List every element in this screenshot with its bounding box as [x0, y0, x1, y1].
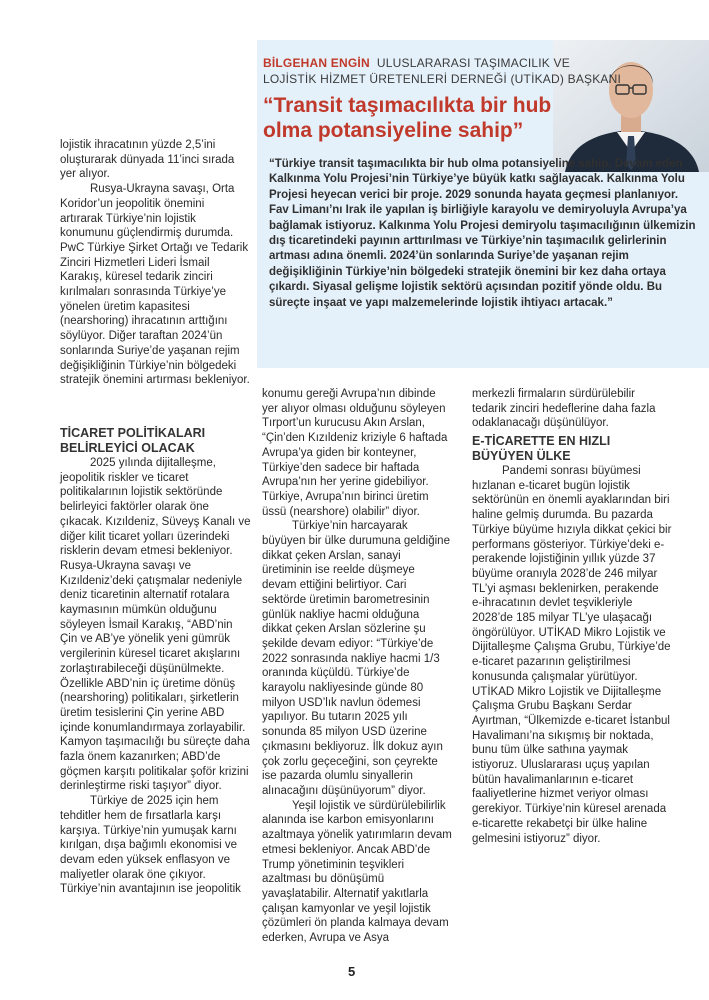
column-3-top	[472, 387, 672, 431]
column-1-bottom	[60, 426, 252, 897]
col3-paragraph-2: Pandemi sonrası büyümesi hızlanan e-ticaret bugün lojistik sektörünün en önemli ayaklarından biri haline gelmiş durumda. Bu pazarda Türkiye büyüme hızıyla dikkat çekici bir performans gösteriyor. Türkiye’deki e-perakende lojistiğinin yıllık yüzde 37 büyüme oranıyla 2028’de 246 milyar TL’yi aşması beklenirken, perakende e-ihracatının devlet teşvikleriyle 2028’de 185 milyar TL’ye ulaşacağı öngörülüyor. UTİKAD Mikro Lojistik ve Dijitalleşme Çalışma Grubu, Türkiye’de e-ticaret pazarının geliştirilmesi konusunda çalışmalar yürütüyor. UTİKAD Mikro Lojistik ve Dijitalleşme Çalışma Grubu Başkanı Serdar Ayırtman, “Ülkemizde e-ticaret İstanbul Havalimanı’na sıkışmış bir noktada, bunu tüm ülke sathına yaymak istiyoruz. Uluslararası uçuş yapılan bütün havalimanlarının e-ticaret faaliyetlerine hizmet veriyor olması gerekiyor. Türkiye’nin küresel arenada e-ticarette rekabetçi bir ülke haline gelmesini istiyoruz” diyor.	[472, 465, 672, 845]
col2-paragraph-1: konumu gereği Avrupa’nın dibinde yer alıyor olması olduğunu söyleyen Tırport’un kurucusu Akın Arslan, “Çin’den Kızıldeniz kriziyle 6 haftada Avrupa’ya giden bir konteyner, Türkiye’den sadece bir haftada Avrupa’nın her yerine gidebiliyor. Türkiye, Avrupa’nın birinci üretim üssü (nearshore) olabilir” diyor.	[262, 388, 448, 518]
column-3-bottom	[472, 434, 672, 846]
col3-paragraph-1: merkezli firmaların sürdürülebilir tedarik zinciri hedeflerine daha fazla odaklanacağı düşünülüyor.	[472, 388, 656, 430]
col1-paragraph-1: lojistik ihracatının yüzde 2,5’ini oluşturarak dünyada 11’inci sırada yer alıyor.	[60, 139, 235, 181]
col1-paragraph-3: 2025 yılında dijitalleşme, jeopolitik riskler ve ticaret politikalarının lojistik sektöründe belirleyici faktörler olarak öne çıkacak. Kızıldeniz, Süveyş Kanalı ve diğer kilit ticaret yolları üzerindeki risklerin devam etmesi bekleniyor. Rusya-Ukrayna savaşı ve Kızıldeniz’deki çatışmalar nedeniyle deniz ticaretinin alternatif rotalara kaymasının mümkün olduğunu söyleyen İsmail Karakış, “ABD’nin Çin ve AB’ye yönelik yeni gümrük vergilerinin küresel ticaret akışlarını zorlaştırabileceği düşünülmekte. Özellikle ABD’nin iç üretime dönüş (nearshoring) politikaları, şirketlerin üretim tesislerini Çin yerine ABD içinde konumlandırmaya zorlayabilir. Kamyon taşımacılığı bu süreçte daha fazla önem kazanırken; ABD’de göçmen karşıtı politikalar şoför krizini derinleştirme riski taşıyor” diyor.	[60, 457, 251, 793]
page-number: 5	[348, 964, 356, 979]
interviewee-name: BİLGEHAN ENGİN	[263, 56, 370, 70]
col1-paragraph-4: Türkiye de 2025 için hem tehditler hem de fırsatlarla karşı karşıya. Türkiye’nin yumuşak karnı kırılgan, dışa bağımlı ekonomisi ve devam eden yüksek enflasyon ve maliyetler olarak öne çıkıyor. Türkiye’nin avantajının ise jeopolitik	[60, 795, 241, 896]
col3-section-heading: E-TİCARETTE EN HIZLI BÜYÜYEN ÜLKE	[472, 434, 611, 463]
col1-section-heading: TİCARET POLİTİKALARI BELİRLEYİCİ OLACAK	[60, 426, 206, 455]
portrait-photo	[553, 40, 709, 172]
interviewee-portrait	[553, 40, 709, 172]
column-2	[262, 387, 452, 946]
interview-headline: “Transit taşımacılıkta bir hub olma potansiyeline sahip”	[263, 94, 552, 142]
interviewee-name-line	[263, 56, 570, 71]
interview-quote: “Türkiye transit taşımacılıkta bir hub olma potansiyeline sahip. Devam eden Kalkınma Yolu Projesi’nin Türkiye’ye büyük katkı sağlayacak. Kalkınma Yolu Projesi heyecan verici bir proje. 2029 sonunda hayata geçmesi planlanıyor. Fav Limanı’nı Irak ile yapılan iş birliğiyle karayolu ve demiryoluyla Avrupa’ya bağlamak istiyoruz. Kalkınma Yolu Projesi demiryolu taşımacılığının ülkemizin dış ticaretindeki payının arttırılması ve Türkiye’nin taşımacılık gelirlerinin artması adına önemli. 2024’ün sonlarında Suriye’de yaşanan rejim değişikliğinin Türkiye’nin bölgedeki stratejik önemini bir kez daha ortaya çıkardı. Siyasal gelişme lojistik sektörü açısından pozitif yönde oldu. Bu süreçte inşaat ve yapı malzemelerinde lojistik ihtiyacı artacak.”	[269, 158, 696, 309]
interviewee-role-line2: LOJİSTİK HİZMET ÜRETENLERİ DERNEĞİ (UTİKAD) BAŞKANI	[263, 72, 622, 86]
col2-paragraph-3: Yeşil lojistik ve sürdürülebilirlik alanında ise karbon emisyonlarını azaltmaya yönelik yatırımların devam etmesi bekleniyor. Ancak ABD’de Trump yönetiminin teşvikleri azaltması bu dönüşümü yavaşlatabilir. Alternatif yakıtlarla çalışan kamyonlar ve yeşil lojistik çözümleri ön planda kalmaya devam ederken, Avrupa ve Asya	[262, 799, 452, 945]
col1-paragraph-2: Rusya-Ukrayna savaşı, Orta Koridor’un jeopolitik önemini artırarak Türkiye’nin lojistik konumunu güçlendirmiş durumda. PwC Türkiye Şirket Ortağı ve Tedarik Zinciri Hizmetleri Lideri İsmail Karakış, küresel tedarik zinciri kırılmaları sonrasında Türkiye’ye yönelen üretim kapasitesi (nearshoring) ihracatının arttığını söylüyor. Diğer taraftan 2024’ün sonlarında Suriye’de yaşanan rejim değişikliğinin Türkiye’nin bölgedeki stratejik önemini artırması bekleniyor.	[60, 183, 250, 387]
col2-paragraph-2: Türkiye’nin harcayarak büyüyen bir ülke durumuna geldiğine dikkat çeken Arslan, sanayi üretiminin ise reelde düşmeye devam ettiğini belirtiyor. Cari sektörde üretimin barometresinin günlük nakliye hacmi olduğuna dikkat çeken Arslan sözlerine şu şekilde devam ediyor: “Türkiye’de 2022 sonrasında nakliye hacmi 1/3 oranında küçüldü. Türkiye’de karayolu nakliyesinde günde 80 milyon USD’lık navlun ödemesi yapılıyor. Bu tutarın 2025 yılı sonunda 85 milyon USD üzerine çıkmasını bekliyoruz. İlk dokuz ayın çok zorlu geçeceğini, son çeyrekte ise pazarda olumlu sinyallerin alınacağını düşünüyorum” diyor.	[262, 520, 450, 797]
column-1-top	[60, 138, 250, 388]
interviewee-role-line1: ULUSLARARASI TAŞIMACILIK VE	[376, 56, 570, 70]
